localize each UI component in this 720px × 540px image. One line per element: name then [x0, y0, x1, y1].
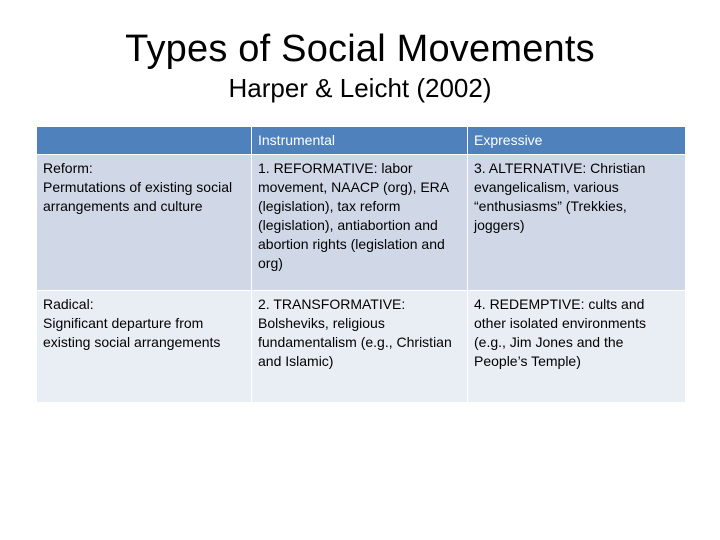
title-block: [36, 26, 684, 104]
cell-redemptive: 4. REDEMPTIVE: cults and other isolated environments (e.g., Jim Jones and the People’s Temple): [468, 291, 686, 403]
row-label-description: Significant departure from existing social arrangements: [43, 315, 221, 350]
row-label-cell: [37, 155, 252, 291]
header-cell-empty: [37, 127, 252, 155]
slide-subtitle: Harper & Leicht (2002): [228, 73, 492, 103]
cell-alternative: 3. ALTERNATIVE: Christian evangelicalism, various “enthusiasms” (Trekkies, joggers): [468, 155, 686, 291]
cell-reformative: 1. REFORMATIVE: labor movement, NAACP (org), ERA (legislation), tax reform (legislation), antiabortion and abortion rights (legislation and org): [252, 155, 468, 291]
slide-title: Types of Social Movements: [125, 28, 595, 70]
row-label-title: Radical:: [43, 296, 94, 312]
table-row-reform: [37, 155, 686, 291]
header-cell-expressive: Expressive: [468, 127, 686, 155]
movements-table: [36, 126, 686, 403]
row-label-title: Reform:: [43, 160, 93, 176]
table-header-row: [37, 127, 686, 155]
header-cell-instrumental: Instrumental: [252, 127, 468, 155]
table-row-radical: [37, 291, 686, 403]
row-label-description: Permutations of existing social arrangements and culture: [43, 179, 233, 214]
cell-transformative: 2. TRANSFORMATIVE: Bolsheviks, religious fundamentalism (e.g., Christian and Islamic): [252, 291, 468, 403]
row-label-cell: [37, 291, 252, 403]
